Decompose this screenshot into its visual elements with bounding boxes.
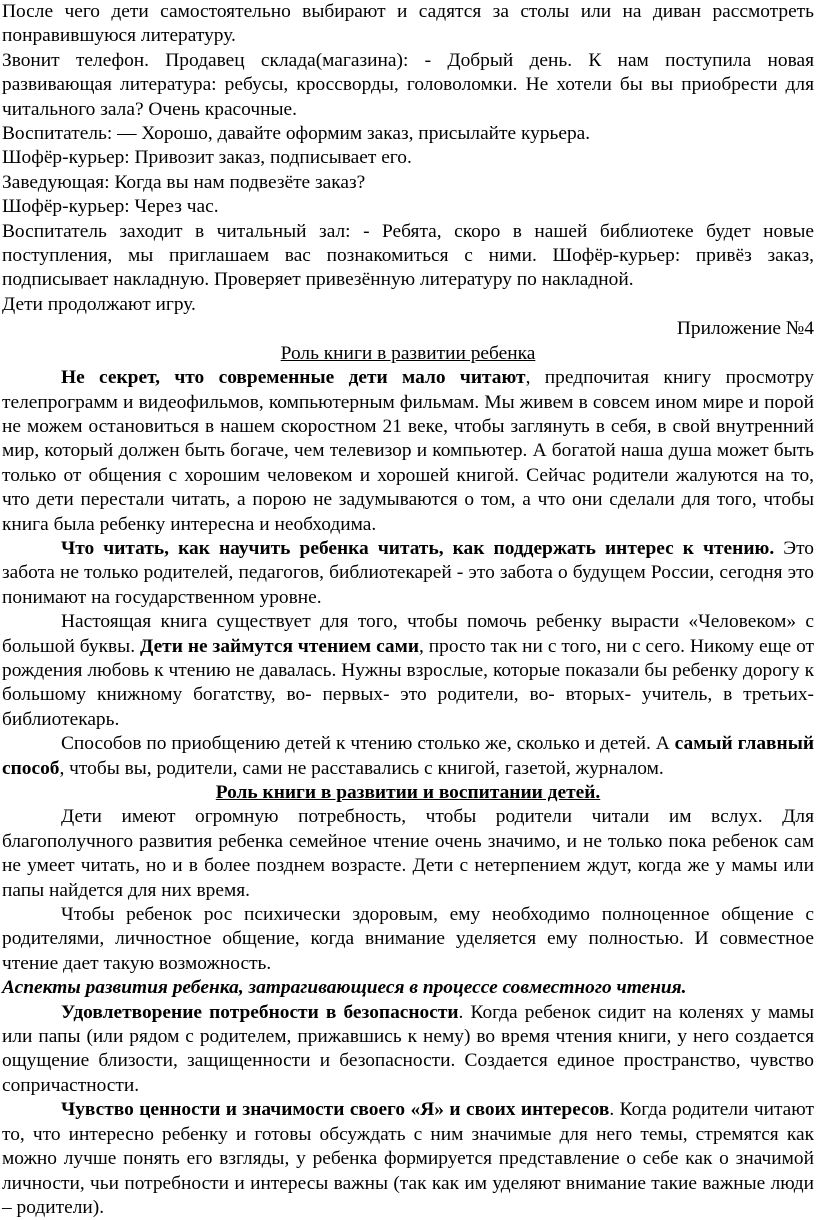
paragraph-2-bold: Что читать, как научить ребенка читать, как поддержать интерес к чтению. (61, 537, 775, 559)
dialogue-line: После чего дети самостоятельно выбирают и садятся за столы или на диван рассмотреть понравившуюся литературу. (2, 1, 814, 47)
dialogue-line: Шофёр-курьер: Привозит заказ, подписывает его. (2, 147, 412, 169)
paragraph-1 (2, 366, 814, 537)
dialogue-line: Заведующая: Когда вы нам подвезёте заказ? (2, 171, 366, 193)
paragraph-3 (2, 610, 814, 732)
paragraph-8 (2, 1098, 814, 1220)
paragraph-2-text: Это забота не только родителей, педагогов, библиотекарей - это забота о будущем России, сегодня это понимают на государственном уровне. (2, 537, 815, 608)
dialogue-line: Воспитатель заходит в читальный зал: - Ребята, скоро в нашей библиотеке будет новые поступления, мы приглашаем вас познакомиться с ними. Шофёр-курьер: привёз заказ, подписывает накладную. Проверяет привезённую литературу по накладной. (2, 220, 814, 291)
aspects-heading: Аспекты развития ребенка, затрагивающиеся в процессе совместного чтения. (2, 977, 687, 999)
paragraph-1-text: , предпочитая книгу просмотру телепрограмм и видеофильмов, компьютерным фильмам. Мы живем в совсем ином мире и порой не можем остановиться в нашем скоростном 21 веке, чтобы заглянуть в себя, в свой внутренний мир, который должен быть богаче, чем телевизор и компьютер. А богатой наша душа может быть только от общения с хорошим человеком и хорошей книгой. Сейчас родители жалуются на то, что дети перестали читать, а порою не задумываются о том, а что они сделали для того, чтобы книга была ребенку интересна и необходима. (2, 367, 815, 535)
paragraph-3-lead: Настоящая книга существует для того, чтобы помочь ребенку вырасти «Человеком» с большой буквы. (2, 611, 814, 657)
paragraph-8-bold: Чувство ценности и значимости своего «Я» и своих интересов (61, 1099, 610, 1121)
paragraph-3-bold: Дети не займутся чтением сами (140, 635, 419, 657)
appendix-label: Приложение №4 (676, 318, 814, 340)
paragraph-4-text: , чтобы вы, родители, сами не расставались с книгой, газетой, журналом. (59, 757, 664, 779)
paragraph-4-lead: Способов по приобщению детей к чтению столько же, сколько и детей. А (61, 733, 675, 755)
paragraph-7-bold: Удовлетворение потребности в безопасности (61, 1001, 459, 1023)
paragraph-6: Чтобы ребенок рос психически здоровым, ему необходимо полноценное общение с родителями, личностное общение, когда внимание уделяется ему полностью. И совместное чтение дает такую возможность. (2, 904, 814, 974)
article-title: Роль книги в развитии ребенка (280, 342, 536, 364)
section-heading: Роль книги в развитии и воспитании детей. (215, 782, 601, 803)
paragraph-1-bold: Не секрет, что современные дети мало читают (61, 367, 526, 389)
paragraph-5: Дети имеют огромную потребность, чтобы родители читали им вслух. Для благополучного развития ребенка семейное чтение очень значимо, и не только пока ребенок сам не умеет читать, но и в более позднем возрасте. Дети с нетерпением ждут, когда же у мамы или папы найдется для них время. (2, 806, 814, 901)
dialogue-line: Дети продолжают игру. (2, 293, 196, 315)
dialogue-line: Шофёр-курьер: Через час. (2, 196, 219, 218)
dialogue-line: Воспитатель: — Хорошо, давайте оформим заказ, присылайте курьера. (2, 123, 591, 145)
paragraph-4 (2, 732, 814, 781)
paragraph-8-text: . Когда родители читают то, что интересно ребенку и готовы обсуждать с ним значимые для него темы, стремятся как можно лучше понять его взгляды, у ребенка формируется представление о себе как о значимой личности, чьи потребности и интересы важны (так как им уделяют внимание такие важные люди – родители). (2, 1099, 814, 1218)
paragraph-2 (2, 537, 814, 610)
paragraph-7-text: . Когда ребенок сидит на коленях у мамы или папы (или рядом с родителем, прижавшись к нему) во время чтения книги, у него создается ощущение близости, защищенности и безопасности. Создается единое пространство, чувство сопричастности. (2, 1001, 814, 1096)
paragraph-4-bold: самый главный способ (2, 733, 815, 779)
dialogue-line: Звонит телефон. Продавец склада(магазина): - Добрый день. К нам поступила новая развивающая литература: ребусы, кроссворды, головоломки. Не хотели бы вы приобрести для читального зала? Очень красочные. (2, 49, 814, 120)
paragraph-3-text: , просто так ни с того, ни с сего. Никому еще от рождения любовь к чтению не давалась. Нужны взрослые, которые показали бы ребенку дорогу к большому книжному богатству, во- первых- это родители, во- вторых- учитель, в третьих- библиотекарь. (2, 635, 814, 730)
paragraph-7 (2, 1001, 814, 1099)
